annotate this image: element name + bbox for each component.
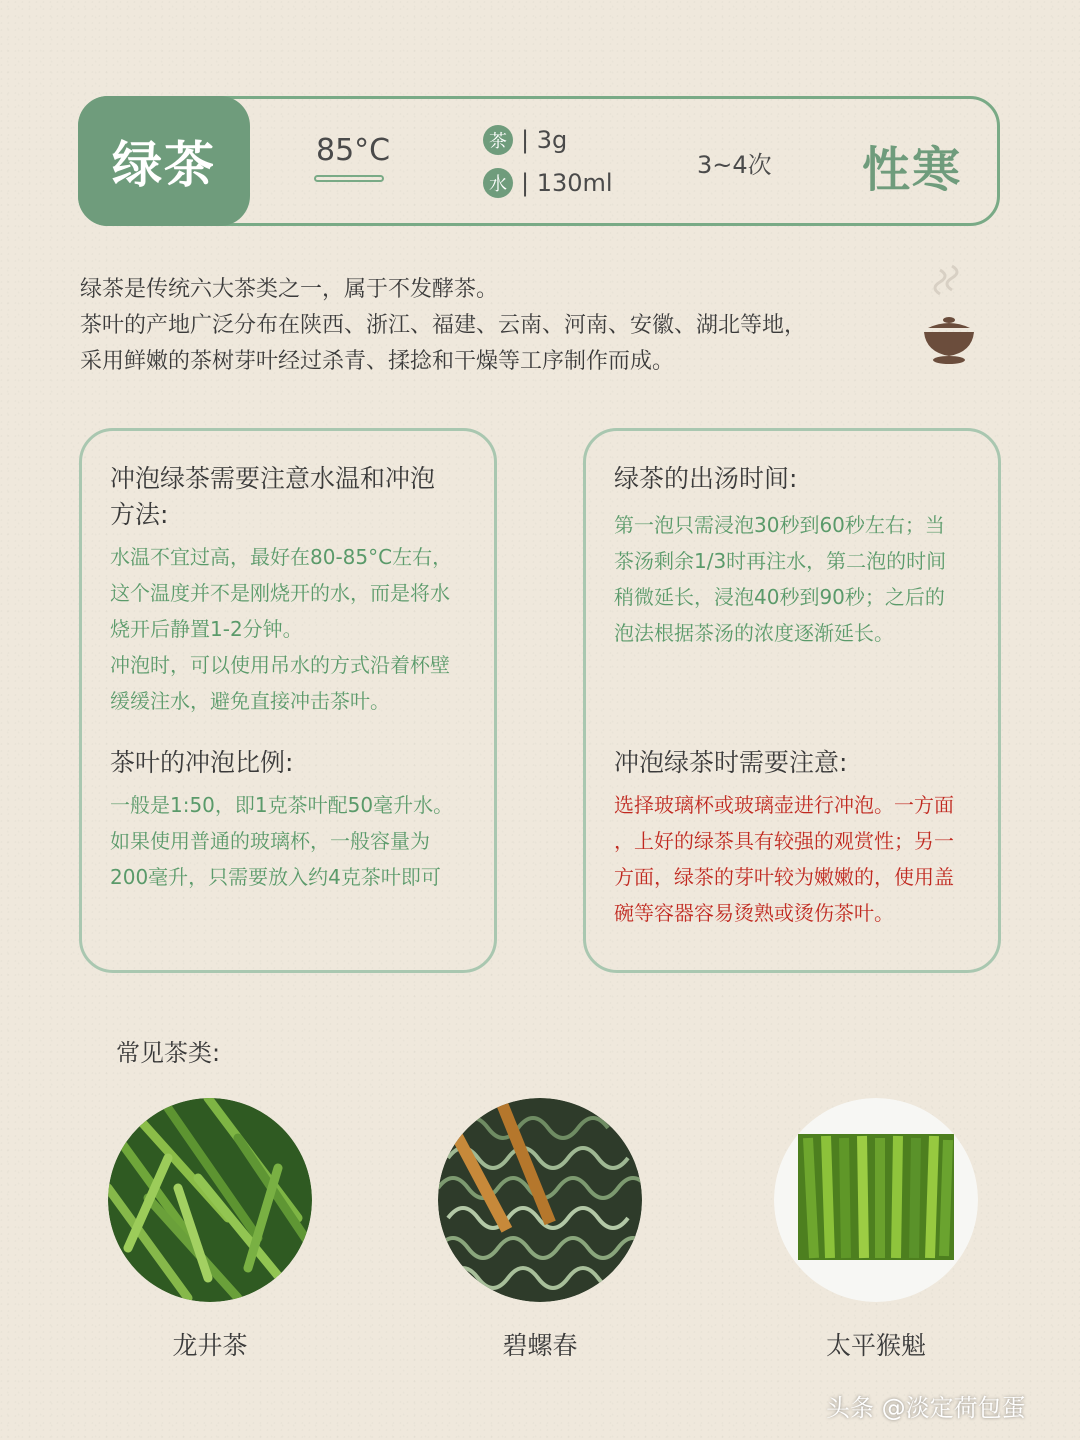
water-icon: 水 — [483, 168, 513, 198]
longjing-image — [108, 1098, 312, 1302]
steep-count: 3~4次 — [697, 151, 772, 179]
temperature-value: 85°C — [316, 133, 391, 168]
text-line: 方面，绿茶的芽叶较为嫩嫩的，使用盖 — [614, 865, 954, 889]
brewing-method-title — [110, 461, 435, 533]
text-line: 稍微延长，浸泡40秒到90秒；之后的 — [614, 585, 945, 609]
tea-name-biluochun: 碧螺春 — [502, 1331, 578, 1360]
intro-line: 采用鲜嫩的茶树芽叶经过杀青、揉捻和干燥等工序制作而成。 — [80, 349, 675, 374]
gaiwan-icon — [918, 262, 980, 368]
water-amount: | 130ml — [521, 169, 613, 197]
intro-line: 绿茶是传统六大茶类之一，属于不发酵茶。 — [80, 277, 499, 302]
tea-name-taiping-houkui: 太平猴魁 — [825, 1331, 926, 1360]
text-line: 这个温度并不是刚烧开的水，而是将水 — [110, 581, 450, 605]
text-line: 水温不宜过高，最好在80-85°C左右， — [110, 545, 453, 569]
text-line: 选择玻璃杯或玻璃壶进行冲泡。一方面 — [614, 793, 954, 817]
text-line: 泡法根据茶汤的浓度逐渐延长。 — [614, 621, 894, 645]
text-line: 碗等容器容易烫熟或烫伤茶叶。 — [614, 901, 894, 925]
caution-text — [614, 787, 954, 931]
text-line: 200毫升，只需要放入约4克茶叶即可 — [110, 865, 441, 889]
common-teas-title: 常见茶类: — [116, 1039, 221, 1067]
text-line: ，上好的绿茶具有较强的观赏性；另一 — [614, 829, 954, 853]
biluochun-image — [438, 1098, 642, 1302]
text-line: 第一泡只需浸泡30秒到60秒左右；当 — [614, 513, 945, 537]
intro-text — [80, 272, 900, 380]
watermark: 头条 @淡定荷包蛋 — [826, 1394, 1026, 1422]
tea-nature: 性寒 — [862, 142, 963, 198]
caution-title: 冲泡绿茶时需要注意: — [614, 748, 848, 777]
text-line: 茶汤剩余1/3时再注水，第二泡的时间 — [614, 549, 947, 573]
card-title-line: 冲泡绿茶需要注意水温和冲泡 — [110, 464, 436, 493]
card-title-line: 方法: — [110, 500, 169, 529]
text-line: 缓缓注水，避免直接冲击茶叶。 — [110, 689, 390, 713]
text-line: 一般是1:50，即1克茶叶配50毫升水。 — [110, 793, 454, 817]
tea-name-longjing: 龙井茶 — [172, 1331, 248, 1360]
text-line: 冲泡时，可以使用吊水的方式沿着杯壁 — [110, 653, 450, 677]
ratio-title: 茶叶的冲泡比例: — [110, 748, 294, 777]
steep-time-title: 绿茶的出汤时间: — [614, 464, 798, 493]
thermometer-icon — [314, 175, 384, 182]
taiping-houkui-image — [774, 1098, 978, 1302]
leaf-icon: 茶 — [483, 125, 513, 155]
text-line: 如果使用普通的玻璃杯，一般容量为 — [110, 829, 430, 853]
tea-type-title: 绿茶 — [78, 96, 250, 226]
ratio-text — [110, 787, 453, 895]
leaf-amount: | 3g — [521, 126, 568, 154]
brewing-method-text — [110, 539, 452, 719]
intro-line: 茶叶的产地广泛分布在陕西、浙江、福建、云南、河南、安徽、湖北等地， — [80, 313, 807, 338]
steep-time-text — [614, 507, 946, 651]
text-line: 烧开后静置1-2分钟。 — [110, 617, 303, 641]
